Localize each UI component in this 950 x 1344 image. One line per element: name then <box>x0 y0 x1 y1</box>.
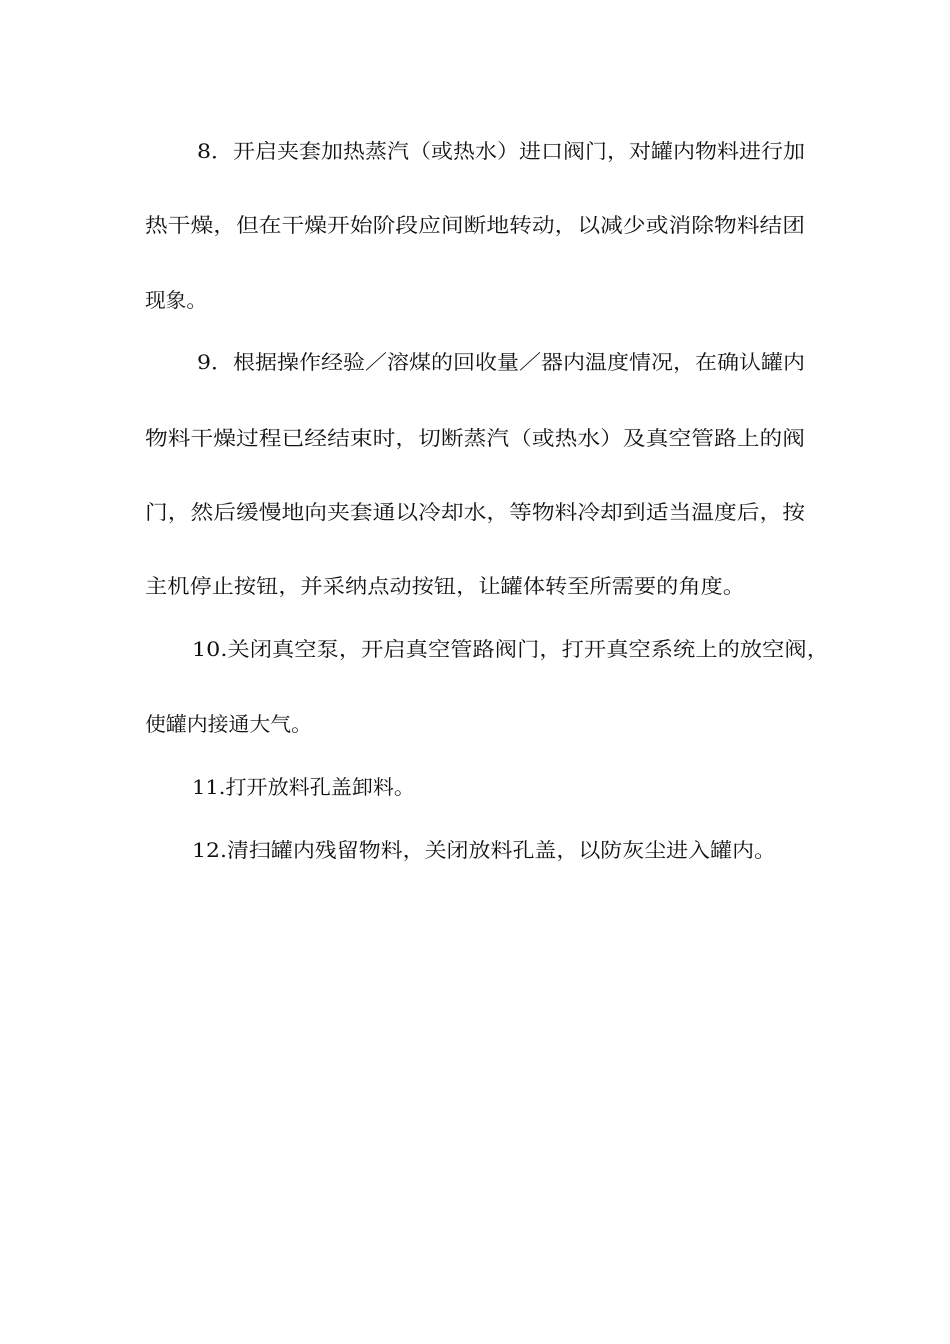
paragraph-10-line-2-text: 使罐内接通大气。 <box>145 712 312 736</box>
paragraph-11-line-1-text: 11.打开放料孔盖卸料。 <box>192 775 415 799</box>
paragraph-8-line-1-text: 8．开启夹套加热蒸汽（或热水）进口阀门，对罐内物料进行加 <box>197 139 805 163</box>
paragraph-11-line-1 <box>0 772 950 802</box>
paragraph-8-line-2-text: 热干燥，但在干燥开始阶段应间断地转动，以减少或消除物料结团 <box>145 213 805 237</box>
paragraph-12-line-1-text: 12.清扫罐内残留物料，关闭放料孔盖，以防灰尘进入罐内。 <box>192 838 776 862</box>
paragraph-10-line-1 <box>0 634 950 664</box>
paragraph-9-line-4-text: 主机停止按钮，并采纳点动按钮，让罐体转至所需要的角度。 <box>145 574 745 598</box>
paragraph-9-line-4 <box>0 571 950 601</box>
paragraph-12-line-1 <box>0 835 950 865</box>
paragraph-10-line-1-text: 10.关闭真空泵，开启真空管路阀门，打开真空系统上的放空阀， <box>192 637 829 661</box>
paragraph-8-line-2 <box>0 210 950 240</box>
paragraph-8-line-1 <box>0 136 950 166</box>
paragraph-10-line-2 <box>0 709 950 739</box>
paragraph-9-line-1-text: 9．根据操作经验／溶煤的回收量／器内温度情况，在确认罐内 <box>197 350 805 374</box>
paragraph-9-line-2-text: 物料干燥过程已经结束时，切断蒸汽（或热水）及真空管路上的阀 <box>145 426 805 450</box>
paragraph-9-line-1 <box>0 347 950 377</box>
paragraph-8-line-3 <box>0 285 950 315</box>
paragraph-9-line-3 <box>0 497 950 527</box>
paragraph-9-line-3-text: 门，然后缓慢地向夹套通以冷却水，等物料冷却到适当温度后，按 <box>145 500 805 524</box>
paragraph-9-line-2 <box>0 423 950 453</box>
paragraph-8-line-3-text: 现象。 <box>145 288 207 312</box>
